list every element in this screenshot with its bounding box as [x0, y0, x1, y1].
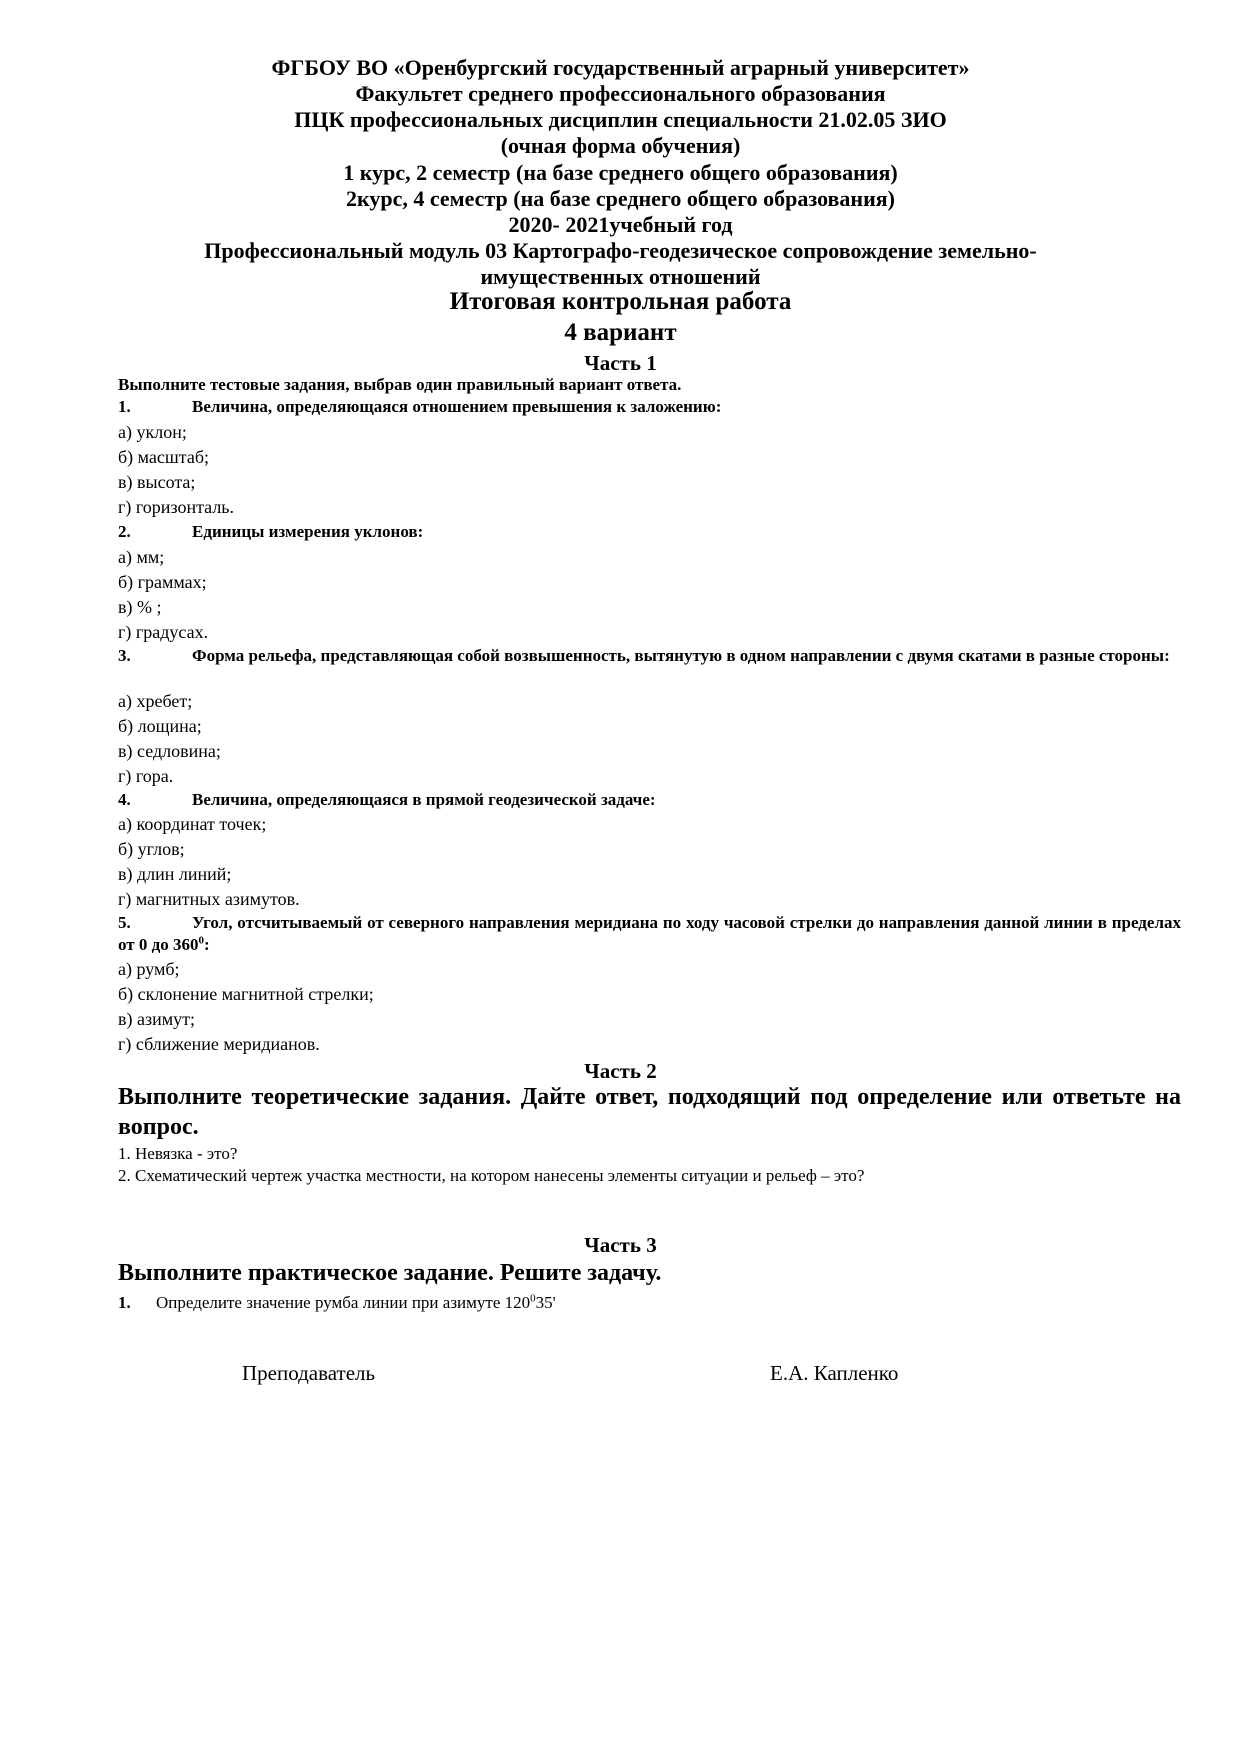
q3-option-d: г) гора.: [118, 766, 174, 786]
q3-option-c: в) седловина;: [118, 741, 221, 761]
q5-option-a: а) румб;: [118, 959, 180, 979]
q4-option-c: в) длин линий;: [118, 864, 232, 884]
signature-name: Е.А. Капленко: [770, 1361, 899, 1385]
degree-superscript: 0: [530, 1292, 536, 1305]
q5-option-b: б) склонение магнитной стрелки;: [118, 984, 374, 1004]
q1-option-a: а) уклон;: [118, 422, 187, 442]
part2-item-1: 1. Невязка - это?: [118, 1144, 238, 1163]
q4-option-d: г) магнитных азимутов.: [118, 889, 300, 909]
part1-heading: Часть 1: [584, 351, 657, 375]
q2-option-a: а) мм;: [118, 547, 165, 567]
question-number: 1.: [118, 397, 131, 416]
question-number: 4.: [118, 790, 131, 809]
part2-item-2: 2. Схематический чертеж участка местности, на котором нанесены элементы ситуации и рельеф – это?: [118, 1166, 865, 1185]
header-course-2: 2курс, 4 семестр (на базе среднего общего образования): [346, 186, 895, 211]
part3-heading: Часть 3: [584, 1233, 657, 1257]
task-text-end: 35': [535, 1293, 556, 1312]
question-4: [118, 789, 656, 811]
header-module-line1: Профессиональный модуль 03 Картографо-геодезическое сопровождение земельно-: [204, 238, 1037, 263]
q4-option-b: б) углов;: [118, 839, 185, 859]
part2-heading: Часть 2: [584, 1059, 657, 1083]
q2-option-c: в) % ;: [118, 597, 162, 617]
question-number: 3.: [118, 646, 131, 665]
q5-option-c: в) азимут;: [118, 1009, 195, 1029]
degree-superscript: 0: [198, 934, 204, 947]
q1-option-c: в) высота;: [118, 472, 196, 492]
q2-option-b: б) граммах;: [118, 572, 207, 592]
question-text: Единицы измерения уклонов:: [192, 522, 424, 541]
header-course-1: 1 курс, 2 семестр (на базе среднего общего образования): [343, 160, 898, 185]
q3-option-a: а) хребет;: [118, 691, 193, 711]
header-department: ПЦК профессиональных дисциплин специальности 21.02.05 ЗИО: [294, 107, 947, 132]
question-text: Величина, определяющаяся отношением превышения к заложению:: [192, 397, 722, 416]
task-text: Определите значение румба линии при азимуте 120: [156, 1293, 531, 1312]
question-text: Величина, определяющаяся в прямой геодезической задаче:: [192, 790, 656, 809]
header-module-line2: имущественных отношений: [480, 264, 761, 289]
q4-option-a: а) координат точек;: [118, 814, 267, 834]
question-text: Форма рельефа, представляющая собой возвышенность, вытянутую в одном направлении с двумя скатами в разные стороны:: [192, 646, 1170, 665]
question-text: Угол, отсчитываемый от северного направления меридиана по ходу часовой стрелки до направления данной линии в пределах от 0 до 360: [118, 913, 1181, 954]
variant-label: 4 вариант: [564, 319, 677, 346]
header-faculty: Факультет среднего профессионального образования: [355, 81, 886, 106]
question-1: [118, 396, 721, 418]
q3-option-b: б) лощина;: [118, 716, 202, 736]
part3-instruction: Выполните практическое задание. Решите задачу.: [118, 1260, 662, 1286]
question-text-end: :: [203, 935, 210, 954]
task-number: 1.: [118, 1293, 131, 1312]
part3-task-1: [118, 1292, 556, 1314]
header-academic-year: 2020- 2021учебный год: [508, 212, 733, 237]
question-3: [118, 645, 1181, 667]
header-university: ФГБОУ ВО «Оренбургский государственный аграрный университет»: [271, 55, 970, 80]
q2-option-d: г) градусах.: [118, 622, 209, 642]
header-study-form: (очная форма обучения): [500, 133, 741, 158]
part1-instruction: Выполните тестовые задания, выбрав один правильный вариант ответа.: [118, 375, 682, 394]
q1-option-b: б) масштаб;: [118, 447, 209, 467]
question-2: [118, 521, 423, 543]
signature-role: Преподаватель: [242, 1361, 376, 1385]
q5-option-d: г) сближение меридианов.: [118, 1034, 320, 1054]
question-number: 5.: [118, 913, 131, 932]
document-title: Итоговая контрольная работа: [449, 288, 792, 315]
question-number: 2.: [118, 522, 131, 541]
question-5: [118, 912, 1181, 956]
q1-option-d: г) горизонталь.: [118, 497, 235, 517]
part2-instruction: Выполните теоретические задания. Дайте ответ, подходящий под определение или ответьте на вопрос.: [118, 1084, 1181, 1140]
